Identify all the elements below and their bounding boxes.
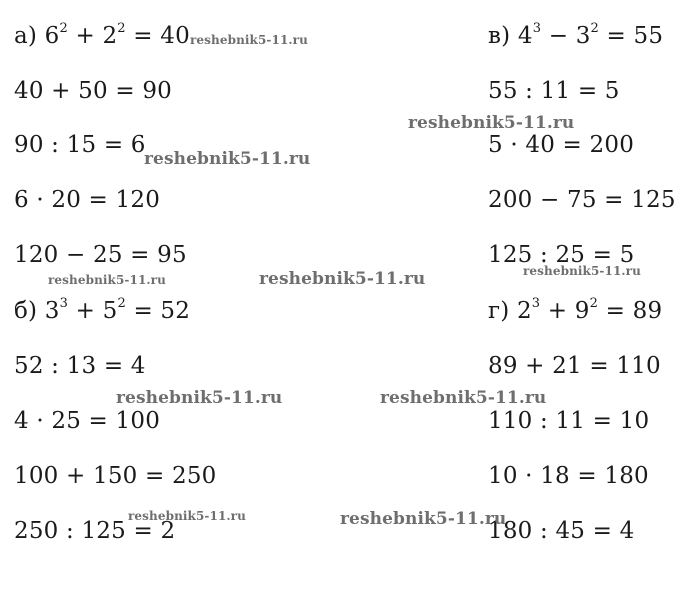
problem-a-base2: 2 <box>102 23 118 49</box>
watermark: reshebnik5-11.ru <box>48 273 166 287</box>
watermark: reshebnik5-11.ru <box>408 113 575 133</box>
problem-a-step: 40 + 50 = 90 <box>14 78 172 104</box>
problem-b-result: = 52 <box>133 298 191 324</box>
problem-a-result: = 40 <box>133 23 190 49</box>
problem-a-label: а) <box>14 23 38 49</box>
watermark: reshebnik5-11.ru <box>523 264 641 278</box>
problem-a-header <box>14 22 190 50</box>
problem-a-step: 90 : 15 = 6 <box>14 132 146 158</box>
problem-v-step: 200 − 75 = 125 <box>488 187 676 213</box>
problem-v-label: в) <box>488 23 511 49</box>
problem-g-base2: 9 <box>574 298 590 324</box>
problem-g-label: г) <box>488 298 510 324</box>
problem-g-step: 110 : 11 = 10 <box>488 408 650 434</box>
watermark: reshebnik5-11.ru <box>259 269 426 289</box>
problem-g-header <box>488 297 662 325</box>
problem-b-label: б) <box>14 298 38 324</box>
problem-b-step: 100 + 150 = 250 <box>14 463 217 489</box>
problem-b-base1: 3 <box>44 298 60 324</box>
problem-a-op: + <box>75 23 95 49</box>
problem-b-header <box>14 297 190 325</box>
problem-v-step: 5 · 40 = 200 <box>488 132 635 158</box>
watermark: reshebnik5-11.ru <box>380 388 547 408</box>
problem-g-exp2: 2 <box>589 296 599 312</box>
problem-a-step: 6 · 20 = 120 <box>14 187 161 213</box>
problem-g-result: = 89 <box>605 298 663 324</box>
problem-b-exp2: 2 <box>117 296 126 312</box>
problem-b-step: 52 : 13 = 4 <box>14 353 146 379</box>
problem-g-step: 10 · 18 = 180 <box>488 463 649 489</box>
problem-v-step: 125 : 25 = 5 <box>488 242 635 268</box>
problem-b-op: + <box>75 298 96 324</box>
problem-v-header <box>488 22 663 50</box>
problem-v-op: − <box>548 23 569 49</box>
problem-a-exp2: 2 <box>117 21 126 37</box>
problem-v-base1: 4 <box>517 23 533 49</box>
problem-b-step: 4 · 25 = 100 <box>14 408 161 434</box>
watermark: reshebnik5-11.ru <box>116 388 283 408</box>
problem-b-step: 250 : 125 = 2 <box>14 518 176 544</box>
problem-a-step: 120 − 25 = 95 <box>14 242 187 268</box>
problem-g-step: 180 : 45 = 4 <box>488 518 635 544</box>
problem-g-exp1: 3 <box>531 296 541 312</box>
watermark: reshebnik5-11.ru <box>128 509 246 523</box>
watermark: reshebnik5-11.ru <box>144 149 311 169</box>
problem-g-step: 89 + 21 = 110 <box>488 353 661 379</box>
watermark: reshebnik5-11.ru <box>190 33 308 47</box>
problem-a-base1: 6 <box>44 23 60 49</box>
problem-g-base1: 2 <box>516 298 532 324</box>
problem-v-exp1: 3 <box>532 21 542 37</box>
problem-b-base2: 5 <box>102 298 118 324</box>
problem-g-op: + <box>547 298 568 324</box>
watermark: reshebnik5-11.ru <box>340 509 507 529</box>
problem-v-step: 55 : 11 = 5 <box>488 78 620 104</box>
problem-v-exp2: 2 <box>590 21 600 37</box>
problem-b-exp1: 3 <box>59 296 69 312</box>
problem-a-exp1: 2 <box>59 21 68 37</box>
problem-v-result: = 55 <box>606 23 664 49</box>
problem-v-base2: 3 <box>575 23 591 49</box>
